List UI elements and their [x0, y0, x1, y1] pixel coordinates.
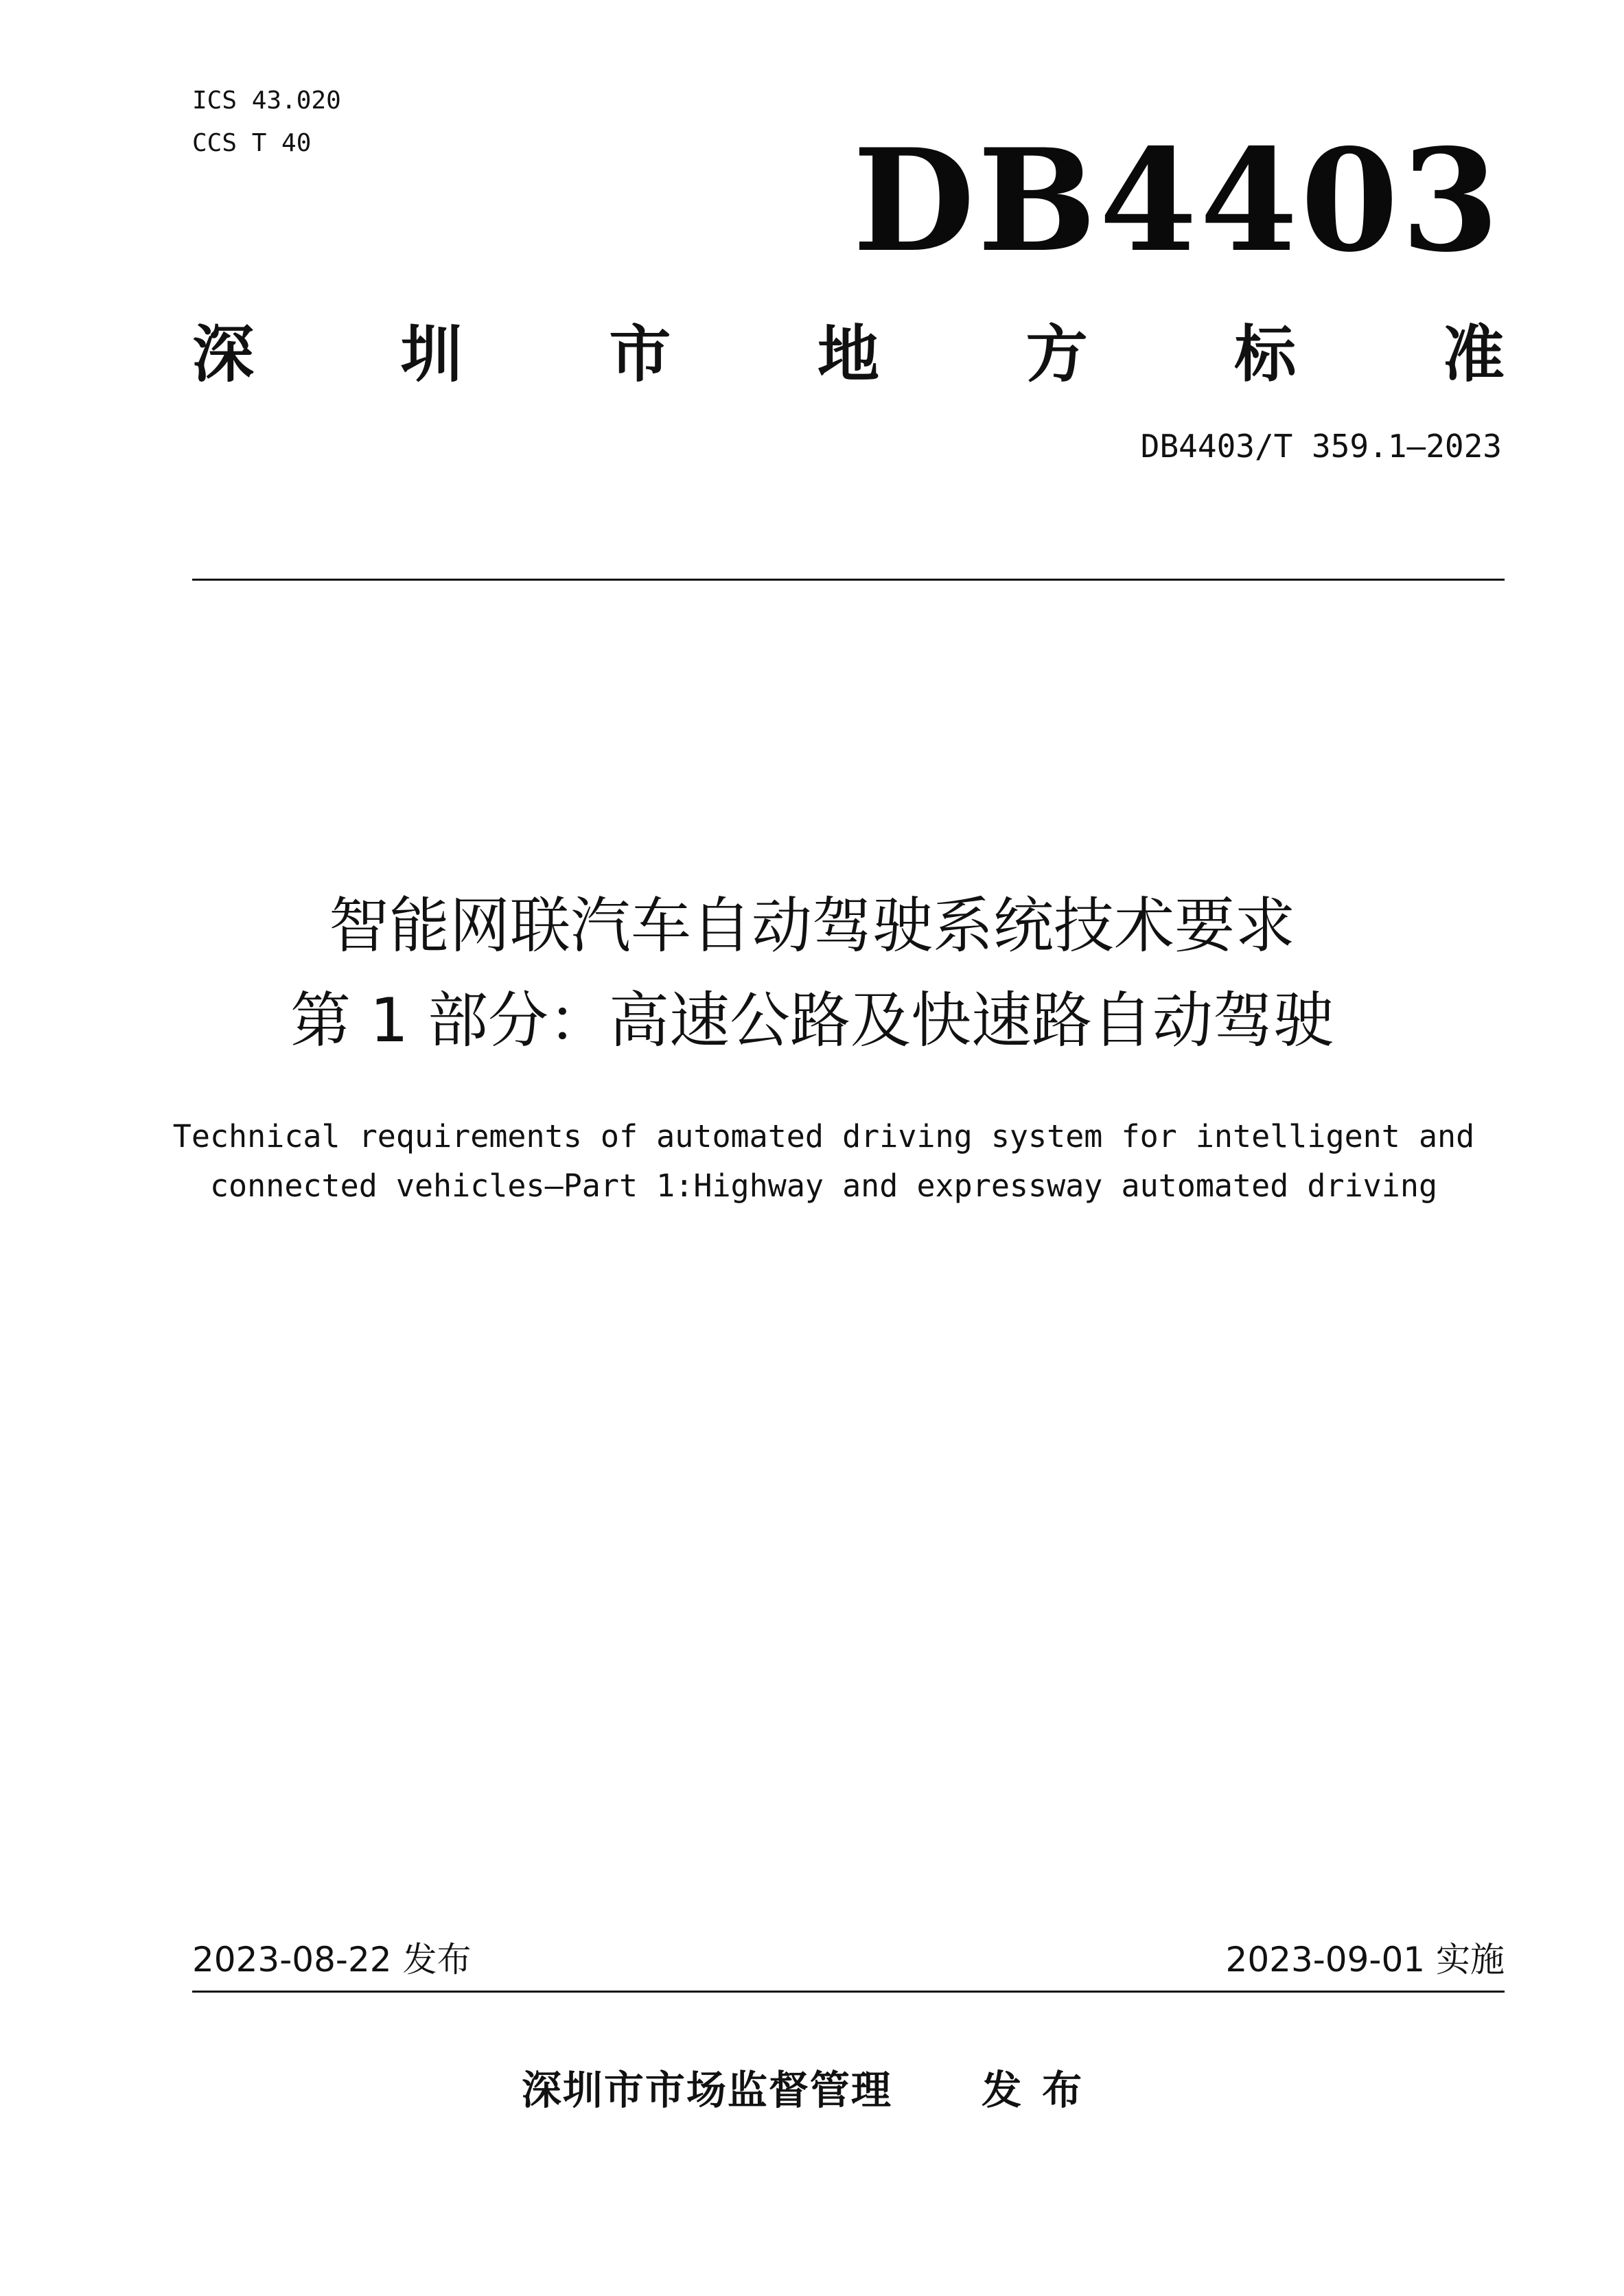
- english-title-line-1: Technical requirements of automated driving system for intelligent and: [172, 1118, 1475, 1155]
- chinese-title: [124, 879, 1500, 1068]
- standard-number: DB4403/T 359.1—2023: [1140, 428, 1502, 465]
- standard-type-char: 标: [1234, 318, 1297, 391]
- standard-type-char: 方: [1025, 318, 1088, 391]
- standard-type-char: 市: [609, 318, 671, 391]
- english-title: [137, 1112, 1510, 1211]
- publisher-org: 深圳市市场监督管理: [521, 2067, 892, 2113]
- implement-date-block: [1226, 1936, 1505, 1984]
- bottom-divider: [192, 1991, 1505, 1993]
- implement-label: 实施: [1436, 1940, 1505, 1980]
- ccs-code: CCS T 40: [192, 129, 312, 157]
- english-title-line-2: connected vehicles—Part 1:Highway and expressway automated driving: [209, 1168, 1438, 1204]
- standard-type-char: 深: [192, 318, 254, 391]
- ics-code: ICS 43.020: [192, 86, 341, 115]
- issue-date: 2023-08-22: [192, 1940, 392, 1980]
- standard-code-heading: DB4403: [852, 119, 1502, 283]
- standard-type-char: 地: [817, 318, 879, 391]
- date-row: [192, 1936, 1505, 1984]
- chinese-title-line-2: 第 1 部分：高速公路及快速路自动驾驶: [290, 985, 1334, 1056]
- standard-type-char: 圳: [400, 318, 463, 391]
- issue-label: 发布: [402, 1940, 472, 1980]
- publisher-line: [0, 2063, 1624, 2118]
- implement-date: 2023-09-01: [1225, 1940, 1426, 1980]
- classification-codes: [192, 80, 341, 165]
- chinese-title-line-1: 智能网联汽车自动驾驶系统技术要求: [328, 890, 1295, 961]
- standard-type-char: 准: [1442, 318, 1505, 391]
- issue-date-block: [192, 1936, 471, 1984]
- standard-type-label: [192, 317, 1505, 393]
- publisher-action: 发布: [982, 2067, 1103, 2113]
- top-divider: [192, 579, 1505, 581]
